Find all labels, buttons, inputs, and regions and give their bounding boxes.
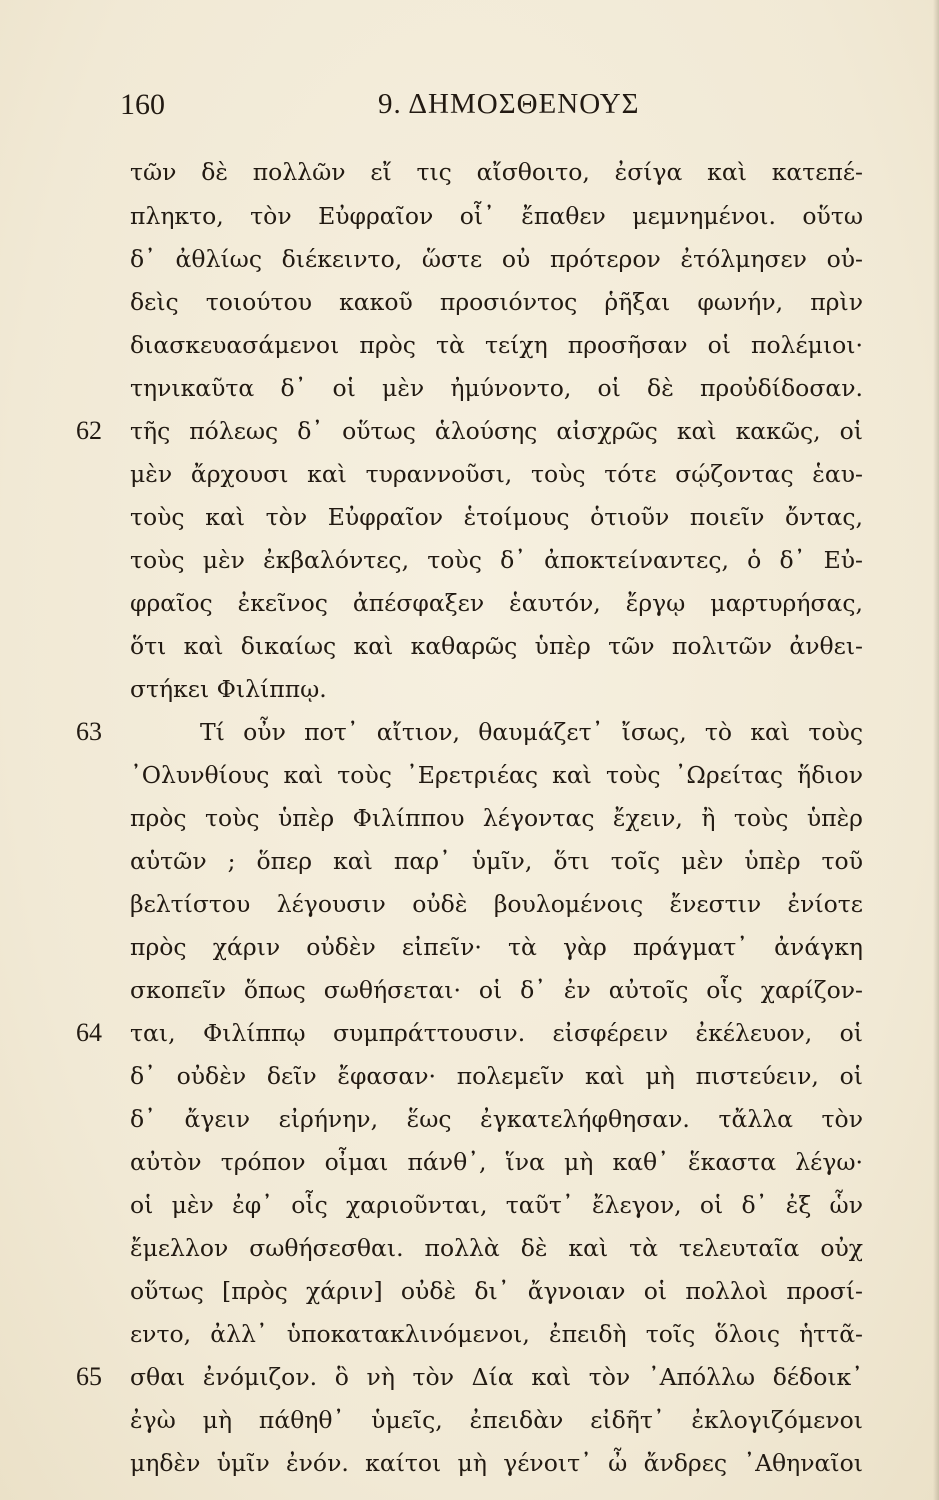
text-line: στήκει Φιλίππῳ. xyxy=(130,675,327,703)
text-line: σκοπεῖν ὅπως σωθήσεται· οἱ δ᾽ ἐν αὐτοῖς οἷς χαρίζον- xyxy=(130,976,863,1004)
text-line: δ᾽ ἀθλίως διέκειντο, ὥστε οὐ πρότερον ἐτόλμησεν οὐ- xyxy=(130,245,863,273)
text-line: βελτίστου λέγουσιν οὐδὲ βουλομένοις ἔνεστιν ἐνίοτε xyxy=(130,890,863,918)
text-line: δεὶς τοιούτου κακοῦ προσιόντος ῥῆξαι φωνήν, πρὶν xyxy=(130,288,863,316)
text-line: πληκτο, τὸν Εὐφραῖον οἷ᾽ ἔπαθεν μεμνημένοι. οὕτω xyxy=(130,202,863,230)
text-line: δ᾽ ἄγειν εἰρήνην, ἕως ἐγκατελήφθησαν. τἄλλα τὸν xyxy=(130,1105,863,1133)
section-number: 63 xyxy=(76,717,102,746)
text-line: τοὺς καὶ τὸν Εὐφραῖον ἑτοίμους ὁτιοῦν ποιεῖν ὄντας, xyxy=(130,503,863,531)
text-line: τοὺς μὲν ἐκβαλόντες, τοὺς δ᾽ ἀποκτείναντες, ὁ δ᾽ Εὐ- xyxy=(130,546,863,574)
text-line: ᾽Ολυνθίους καὶ τοὺς ᾽Ερετριέας καὶ τοὺς ᾽Ωρείτας ἥδιον xyxy=(130,761,863,789)
text-line: ἐγὼ μὴ πάθηθ᾽ ὑμεῖς, ἐπειδὰν εἰδῆτ᾽ ἐκλογιζόμενοι xyxy=(130,1406,863,1434)
text-line: αὑτῶν ; ὅπερ καὶ παρ᾽ ὑμῖν, ὅτι τοῖς μὲν ὑπὲρ τοῦ xyxy=(130,847,863,875)
text-line: μηδὲν ὑμῖν ἐνόν. καίτοι μὴ γένοιτ᾽ ὦ ἄνδρες ᾽Αθηναῖοι xyxy=(130,1449,863,1477)
text-line: φραῖος ἐκεῖνος ἀπέσφαξεν ἑαυτόν, ἔργῳ μαρτυρήσας, xyxy=(130,589,863,617)
section-number: 62 xyxy=(76,416,102,445)
text-line: Τί οὖν ποτ᾽ αἴτιον, θαυμάζετ᾽ ἴσως, τὸ καὶ τοὺς xyxy=(200,718,863,746)
text-line: πρὸς τοὺς ὑπὲρ Φιλίππου λέγοντας ἔχειν, ἢ τοὺς ὑπὲρ xyxy=(130,804,863,832)
text-line: ἔμελλον σωθήσεσθαι. πολλὰ δὲ καὶ τὰ τελευταῖα οὐχ xyxy=(130,1234,863,1262)
text-line: τηνικαῦτα δ᾽ οἱ μὲν ἠμύνοντο, οἱ δὲ προὐδίδοσαν. xyxy=(130,374,863,402)
text-line: πρὸς χάριν οὐδὲν εἰπεῖν· τὰ γὰρ πράγματ᾽ ἀνάγκη xyxy=(130,933,863,961)
section-number: 65 xyxy=(76,1362,102,1391)
section-number: 64 xyxy=(76,1018,102,1047)
text-line: οὕτως [πρὸς χάριν] οὐδὲ δι᾽ ἄγνοιαν οἱ πολλοὶ προσί- xyxy=(130,1277,863,1305)
page-number: 160 xyxy=(120,88,165,121)
text-line: μὲν ἄρχουσι καὶ τυραννοῦσι, τοὺς τότε σῴζοντας ἑαυ- xyxy=(130,460,863,488)
text-line: ὅτι καὶ δικαίως καὶ καθαρῶς ὑπὲρ τῶν πολιτῶν ἀνθει- xyxy=(130,632,863,660)
text-line: δ᾽ οὐδὲν δεῖν ἔφασαν· πολεμεῖν καὶ μὴ πιστεύειν, οἱ xyxy=(130,1062,863,1090)
page-header xyxy=(0,88,939,128)
text-line: αὐτὸν τρόπον οἶμαι πάνθ᾽, ἵνα μὴ καθ᾽ ἕκαστα λέγω· xyxy=(130,1148,863,1176)
text-line: τῆς πόλεως δ᾽ οὕτως ἁλούσης αἰσχρῶς καὶ κακῶς, οἱ xyxy=(130,417,863,445)
text-line: διασκευασάμενοι πρὸς τὰ τείχη προσῆσαν οἱ πολέμιοι· xyxy=(130,331,863,359)
running-head: 9. ΔΗΜΟΣΘΕΝΟΥΣ xyxy=(378,88,640,120)
text-line: ται, Φιλίππῳ συμπράττουσιν. εἰσφέρειν ἐκέλευον, οἱ xyxy=(130,1019,863,1047)
text-line: εντο, ἀλλ᾽ ὑποκατακλινόμενοι, ἐπειδὴ τοῖς ὅλοις ἡττᾶ- xyxy=(130,1320,863,1348)
text-line: τῶν δὲ πολλῶν εἴ τις αἴσθοιτο, ἐσίγα καὶ κατεπέ- xyxy=(130,158,863,186)
page-edge-shadow xyxy=(933,0,939,1500)
text-line: σθαι ἐνόμιζον. ὃ νὴ τὸν Δία καὶ τὸν ᾽Απόλλω δέδοικ᾽ xyxy=(130,1363,863,1391)
text-line: οἱ μὲν ἐφ᾽ οἷς χαριοῦνται, ταῦτ᾽ ἔλεγον, οἱ δ᾽ ἐξ ὧν xyxy=(130,1191,863,1219)
